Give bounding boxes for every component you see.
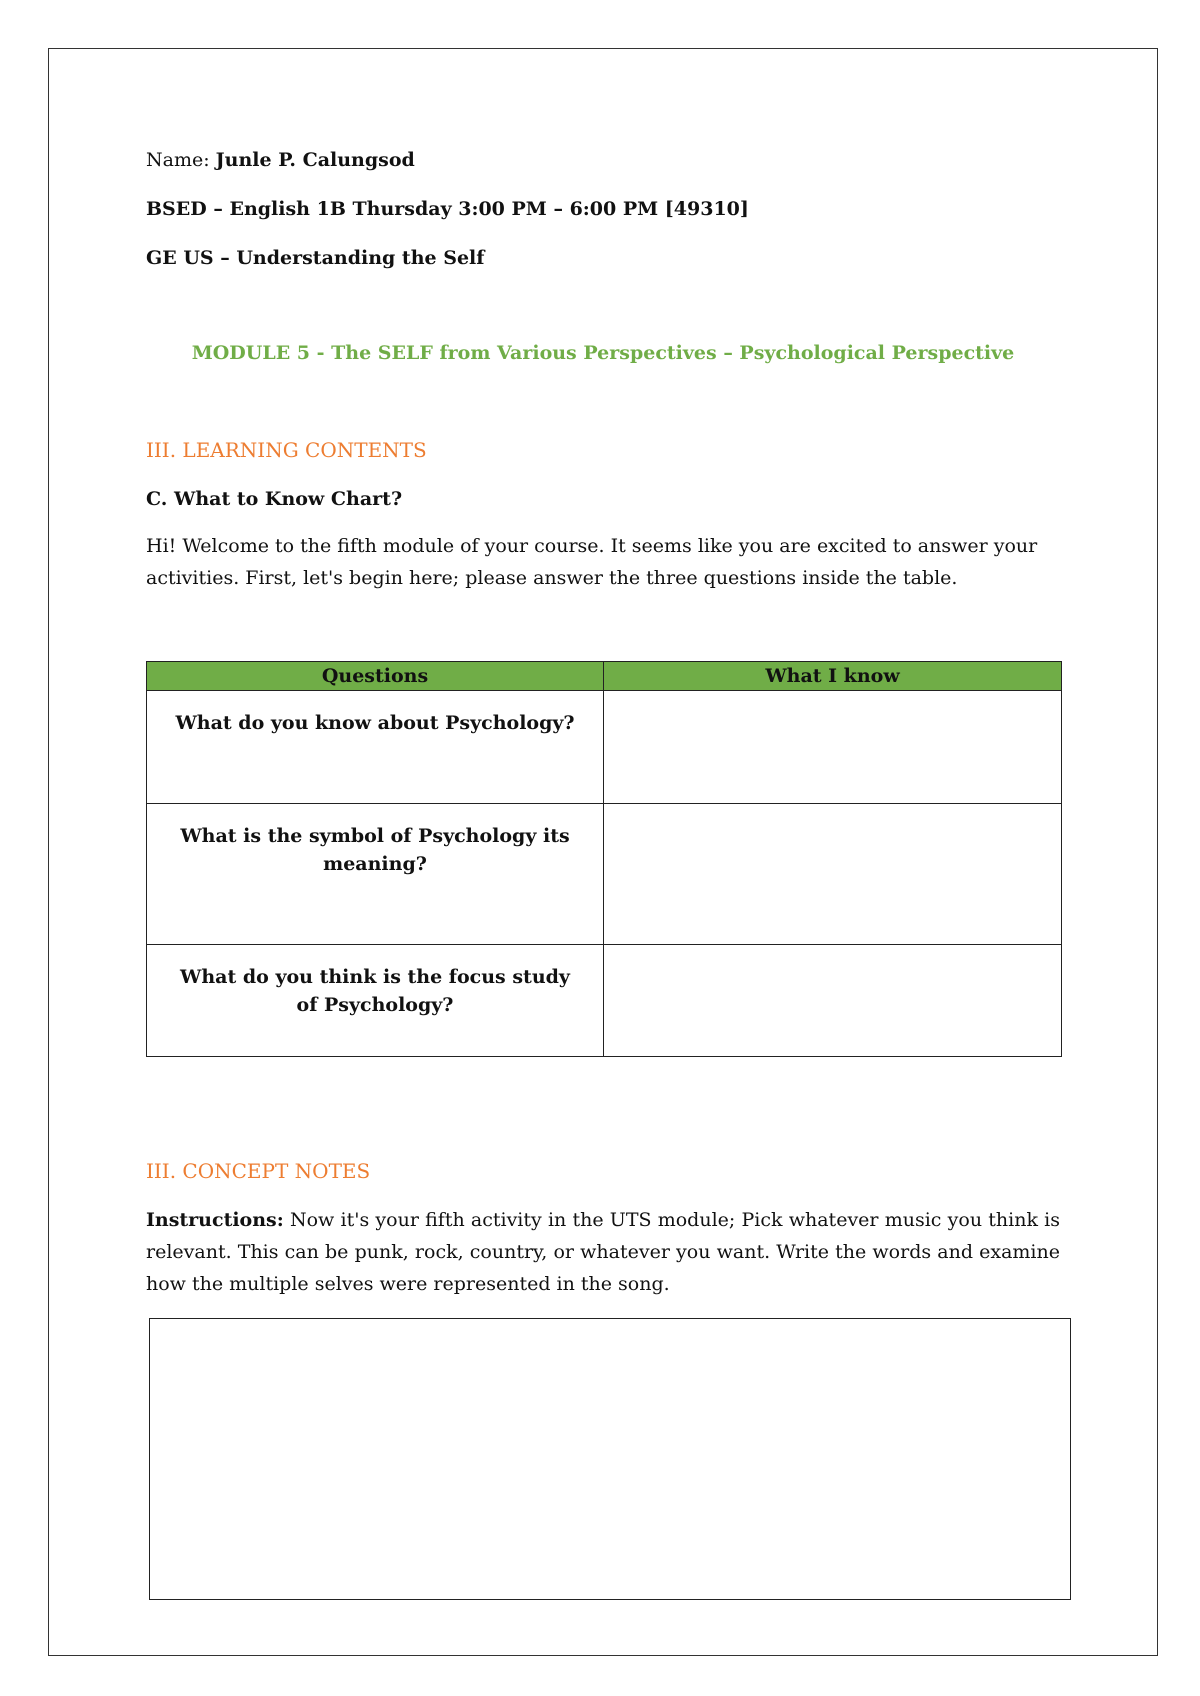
questions-column-header: Questions xyxy=(147,662,604,691)
subject-line: GE US – Understanding the Self xyxy=(146,247,485,269)
answer-cell[interactable] xyxy=(604,691,1062,804)
module-title: MODULE 5 - The SELF from Various Perspectives – Psychological Perspective xyxy=(191,342,1015,364)
name-line xyxy=(146,147,415,173)
concept-notes-heading: III. CONCEPT NOTES xyxy=(146,1159,371,1183)
instructions-paragraph xyxy=(146,1204,1060,1300)
what-to-know-table xyxy=(146,661,1062,1057)
what-to-know-heading: C. What to Know Chart? xyxy=(146,488,403,510)
learning-contents-heading: III. LEARNING CONTENTS xyxy=(146,438,427,462)
table-header-row xyxy=(147,662,1062,691)
answer-cell[interactable] xyxy=(604,945,1062,1057)
table-row xyxy=(147,691,1062,804)
instructions-label: Instructions: xyxy=(146,1209,284,1231)
what-i-know-column-header: What I know xyxy=(604,662,1062,691)
student-name: Junle P. Calungsod xyxy=(215,149,415,171)
question-cell: What do you know about Psychology? xyxy=(147,691,604,804)
table-row xyxy=(147,804,1062,945)
question-cell: What do you think is the focus study of Psychology? xyxy=(147,945,604,1057)
question-cell: What is the symbol of Psychology its meaning? xyxy=(147,804,604,945)
answer-cell[interactable] xyxy=(604,804,1062,945)
song-answer-box[interactable] xyxy=(149,1318,1071,1600)
table-row xyxy=(147,945,1062,1057)
instructions-text: Now it's your fifth activity in the UTS module; Pick whatever music you think is relevant. This can be punk, rock, country, or whatever you want. Write the words and examine how the multiple selves were represented in the song. xyxy=(146,1209,1060,1295)
course-line: BSED – English 1B Thursday 3:00 PM – 6:00 PM [49310] xyxy=(146,198,749,220)
name-label: Name: xyxy=(146,149,210,171)
intro-paragraph: Hi! Welcome to the fifth module of your course. It seems like you are excited to answer your activities. First, let's begin here; please answer the three questions inside the table. xyxy=(146,535,1038,589)
